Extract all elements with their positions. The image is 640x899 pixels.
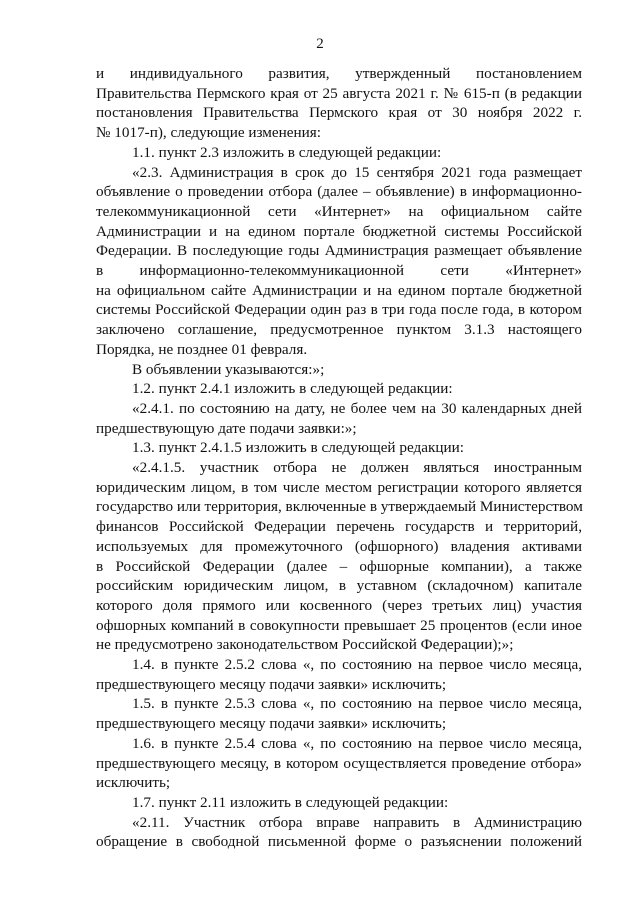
text-line: 1.1. пункт 2.3 изложить в следующей редакции: <box>132 143 442 161</box>
text-line: офшорных компаний в совокупности превышает 25 процентов (если иное <box>96 616 582 634</box>
text-line: предшествующего месяцу, в котором осуществляется проведение отбора» <box>96 754 582 772</box>
text-line: 1.4. в пункте 2.5.2 слова «, по состоянию на первое число месяца, <box>132 656 582 673</box>
text-line: 1.5. в пункте 2.5.3 слова «, по состоянию на первое число месяца, <box>132 695 582 713</box>
text-line: «2.11. Участник отбора вправе направить в Администрацию <box>132 813 582 831</box>
text-line: в Российской Федерации (далее – офшорные компании), а также <box>96 557 582 575</box>
text-line: телекоммуникационной сети «Интернет» на официальном сайте <box>96 202 582 220</box>
text-line: исключить; <box>96 774 171 792</box>
text-line: предшествующего месяцу подачи заявки» исключить; <box>96 675 447 693</box>
text-line: не предусмотрено законодательством Российской Федерации);»; <box>96 636 514 654</box>
text-line: 1.2. пункт 2.4.1 изложить в следующей редакции: <box>132 380 453 398</box>
text-line: финансов Российской Федерации перечень государств и территорий, <box>96 518 582 536</box>
text-line: системы Российской Федерации один раз в три года после года, в котором <box>96 301 582 319</box>
text-line: «2.4.1.5. участник отбора не должен являться иностранным <box>132 459 582 476</box>
text-line: государство или территория, включенные в утверждаемый Министерством <box>96 498 583 516</box>
text-line: в информационно-телекоммуникационной сети «Интернет» <box>96 262 582 279</box>
text-line: заключено соглашение, предусмотренное пунктом 3.1.3 настоящего <box>96 321 582 339</box>
text-line: которого доля прямого или косвенного (через третьих лиц) участия <box>96 596 582 614</box>
page-number: 2 <box>316 36 324 52</box>
text-line: 1.7. пункт 2.11 изложить в следующей редакции: <box>132 793 449 811</box>
text-line: Администрации и на едином портале бюджетной системы Российской <box>96 222 582 240</box>
text-line: постановления Правительства Пермского края от 30 ноября 2022 г. <box>96 104 582 122</box>
text-line: российским юридическим лицом, в уставном (складочном) капитале <box>96 577 582 595</box>
text-line: объявление о проведении отбора (далее – объявление) в информационно- <box>96 183 582 201</box>
text-line: № 1017-п), следующие изменения: <box>96 124 321 142</box>
text-line: на официальном сайте Администрации и на едином портале бюджетной <box>96 281 582 299</box>
text-line: и индивидуального развития, утвержденный постановлением <box>96 65 582 82</box>
text-line: предшествующую дате подачи заявки:»; <box>96 419 357 437</box>
text-line: используемых для промежуточного (офшорного) владения активами <box>96 537 582 555</box>
text-line: обращение в свободной письменной форме о разъяснении положений <box>96 833 582 851</box>
text-line: Правительства Пермского края от 25 августа 2021 г. № 615-п (в редакции <box>96 84 582 102</box>
text-line: «2.4.1. по состоянию на дату, не более чем на 30 календарных дней <box>132 399 582 417</box>
text-line: предшествующего месяцу подачи заявки» исключить; <box>96 715 447 733</box>
text-line: 1.3. пункт 2.4.1.5 изложить в следующей редакции: <box>132 439 464 457</box>
text-line: Федерации. В последующие годы Администрация размещает объявление <box>96 242 582 260</box>
text-line: В объявлении указываются:»; <box>132 360 325 378</box>
text-line: юридическим лицом, в том числе местом регистрации которого является <box>96 478 582 496</box>
text-line: 1.6. в пункте 2.5.4 слова «, по состоянию на первое число месяца, <box>132 734 582 752</box>
text-line: «2.3. Администрация в срок до 15 сентября 2021 года размещает <box>132 163 582 181</box>
text-line: Порядка, не позднее 01 февраля. <box>96 340 308 358</box>
